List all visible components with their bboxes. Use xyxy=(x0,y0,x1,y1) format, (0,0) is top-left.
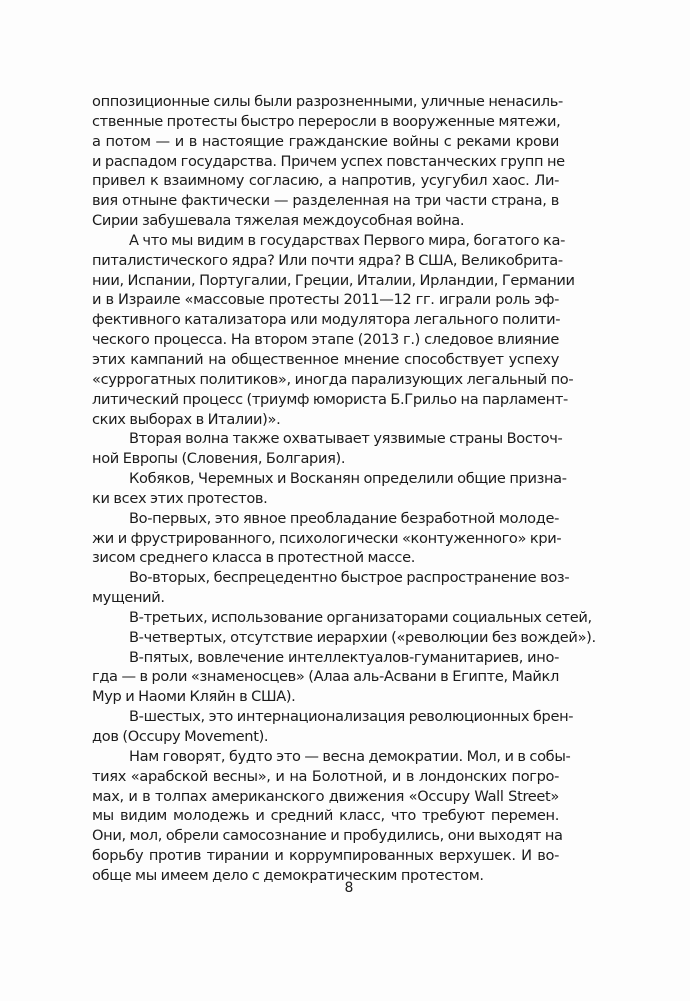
text-line: вия отныне фактически — разделенная на три части страна, в xyxy=(92,192,559,210)
text-line: Кобяков, Черемных и Восканян определили общие призна- xyxy=(129,470,567,488)
text-line: и распадом государства. Причем успех повстанческих групп не xyxy=(92,152,565,170)
text-line: мах, и в толпах американского движения «Occupy Wall Street» xyxy=(92,787,559,805)
text-line: Вторая волна также охватывает уязвимые страны Восточ- xyxy=(129,430,563,448)
text-line: жи и фрустрированного, психологически «контуженного» кри- xyxy=(92,529,562,547)
text-line: В-третьих, использование организаторами социальных сетей, xyxy=(129,608,592,626)
text-line: ной Европы (Словения, Болгария). xyxy=(92,450,346,468)
text-line: ки всех этих протестов. xyxy=(92,489,268,507)
text-line: Во-первых, это явное преобладание безработной молоде- xyxy=(129,509,559,527)
text-line: Мур и Наоми Кляйн в США). xyxy=(92,688,296,706)
text-line: Во-вторых, беспрецедентно быстрое распространение воз- xyxy=(129,569,570,587)
text-line: тиях «арабской весны», и на Болотной, и в лондонских погро- xyxy=(92,767,559,785)
text-line: питалистического ядра? Или почти ядра? В США, Великобрита- xyxy=(92,251,563,269)
text-line: нии, Испании, Португалии, Греции, Италии, Ирландии, Германии xyxy=(92,271,575,289)
text-line: мы видим молодежь и средний класс, что требуют перемен. xyxy=(92,807,559,825)
text-line: ственные протесты быстро переросли в вооруженные мятежи, xyxy=(92,112,561,130)
text-line: А что мы видим в государствах Первого мира, богатого ка- xyxy=(129,231,566,249)
text-line: В-пятых, вовлечение интеллектуалов-гуманитариев, ино- xyxy=(129,648,559,666)
text-line: фективного катализатора или модулятора легального полити- xyxy=(92,311,561,329)
text-line: Они, мол, обрели самосознание и пробудились, они выходят на xyxy=(92,827,563,845)
text-line: а потом — и в настоящие гражданские войны с реками крови xyxy=(92,132,559,150)
text-line: привел к взаимному согласию, а напротив, усугубил хаос. Ли- xyxy=(92,172,559,190)
text-line: оппозиционные силы были разрозненными, уличные ненасиль- xyxy=(92,93,563,110)
body-text xyxy=(92,92,596,886)
text-line: дов (Occupy Movement). xyxy=(92,728,269,745)
text-line: гда — в роли «знаменосцев» (Алаа аль-Асвани в Египте, Майкл xyxy=(92,668,559,686)
text-line: В-четвертых, отсутствие иерархии («революции без вождей»). xyxy=(129,628,596,646)
text-line: В-шестых, это интернационализация революционных брен- xyxy=(129,708,574,726)
text-line: «суррогатных политиков», иногда парализующих легальный по- xyxy=(92,370,574,388)
text-line: мущений. xyxy=(92,589,165,607)
text-line: этих кампаний на общественное мнение способствует успеху xyxy=(92,350,559,368)
text-line: борьбу против тирании и коррумпированных верхушек. И во- xyxy=(92,847,559,865)
page-number: 8 xyxy=(344,880,354,896)
text-line: Нам говорят, будто это — весна демократии. Мол, и в собы- xyxy=(129,747,571,765)
text-line: обще мы имеем дело с демократическим протестом. xyxy=(92,866,484,884)
text-line: ческого процесса. На втором этапе (2013 г.) следовое влияние xyxy=(92,331,559,349)
text-line: и в Израиле «массовые протесты 2011—12 гг. играли роль эф- xyxy=(92,291,559,309)
text-line: литический процесс (триумф юмориста Б.Грильо на парламент- xyxy=(92,390,568,408)
text-line: Сирии забушевала тяжелая междоусобная война. xyxy=(92,212,465,230)
text-line: зисом среднего класса в протестной массе. xyxy=(92,549,416,567)
text-line: ских выборах в Италии)». xyxy=(92,410,281,428)
